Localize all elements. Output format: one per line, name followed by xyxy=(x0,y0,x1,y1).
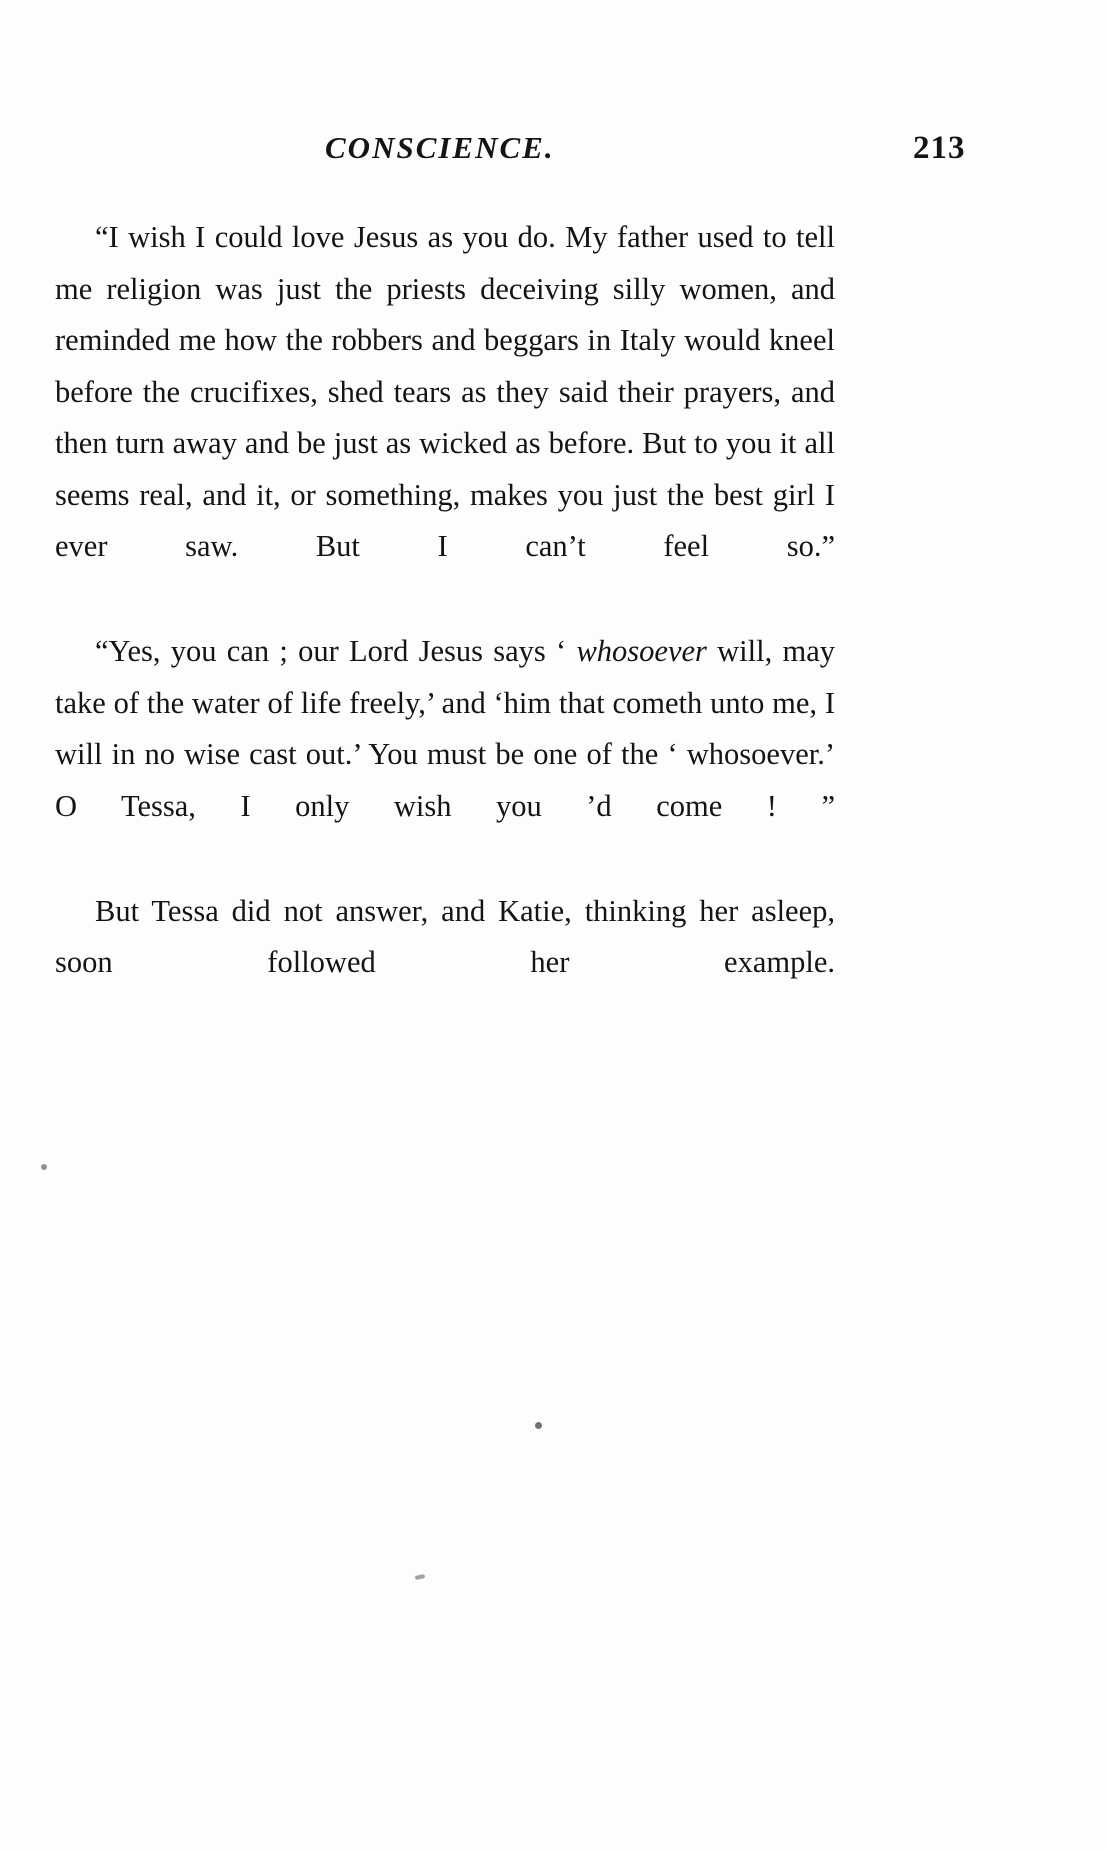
page-speck xyxy=(535,1422,542,1429)
paragraph-text: “Yes, you can ; our Lord Jesus says ‘ xyxy=(95,634,577,668)
page-speck xyxy=(415,1574,426,1580)
paragraph-text: will, may take of the water of life freely,’ and ‘him that cometh unto me, I will in no wise cast out.’ You must be one of the ‘ whosoever.’ O Tessa, I only wish you ’d come ! ” xyxy=(55,634,835,823)
paragraph xyxy=(55,626,835,884)
paragraph-text: But Tessa did not answer, and Katie, thinking her asleep, soon followed her example. xyxy=(55,893,835,979)
page-number: 213 xyxy=(913,130,966,166)
running-title: CONSCIENCE. xyxy=(325,130,555,165)
paragraph xyxy=(55,886,835,1041)
paragraph-text: “I wish I could love Jesus as you do. My father used to tell me religion was just the priests deceiving silly women, and reminded me how the robbers and beggars in Italy would kneel before the crucifixes, shed tears as they said their prayers, and then turn away and be just as wicked as before. But to you it all seems real, and it, or something, makes you just the best girl I ever saw. But I can’t feel so.” xyxy=(55,220,835,563)
page-body xyxy=(55,212,835,1042)
page-header xyxy=(55,130,1055,190)
emphasised-text: whosoever xyxy=(576,634,707,668)
page-speck xyxy=(41,1164,47,1170)
paragraph xyxy=(55,212,835,624)
